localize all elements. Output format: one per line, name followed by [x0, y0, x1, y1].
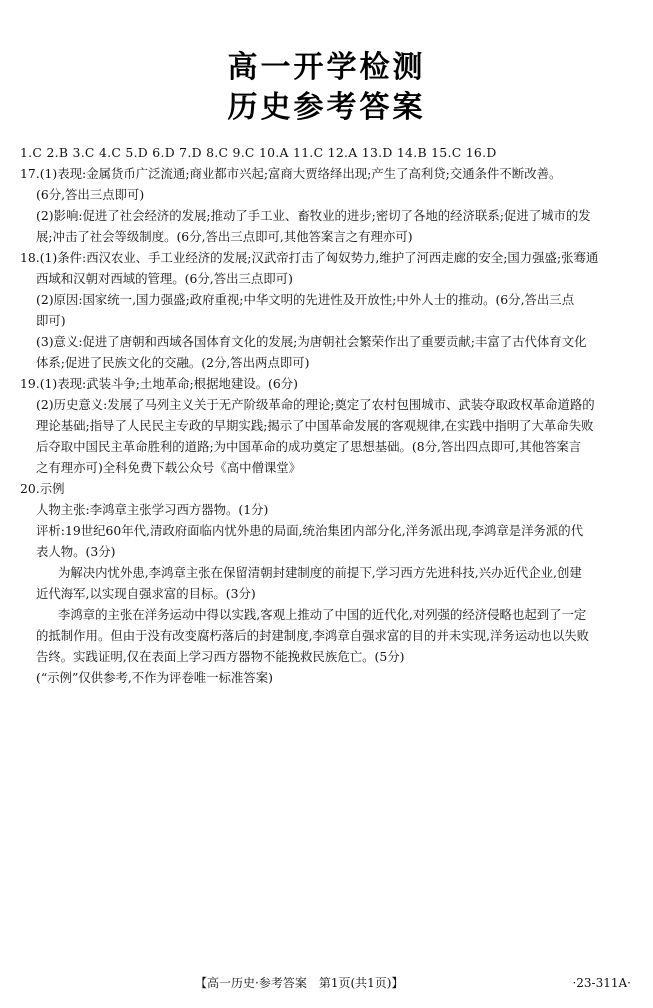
multiple-choice-answers: 1.C 2.B 3.C 4.C 5.D 6.D 7.D 8.C 9.C 10.A 11.C 12.A 13.D 14.B 15.C 16.D	[20, 145, 497, 160]
question-20	[20, 478, 640, 688]
q19-line-1: 19.(1)表现:武装斗争;土地革命;根据地建设。(6分)	[20, 376, 298, 391]
title-block	[0, 48, 653, 128]
q19-line-5: 之有理亦可)全科免费下载公众号《高中僧课堂》	[36, 460, 302, 475]
q18-line-3: (2)原因:国家统一,国力强盛;政府重视;中华文明的先进性及开放性;中外人士的推动。(6分,答出三点	[36, 292, 575, 307]
q18-line-5: (3)意义:促进了唐朝和西域各国体育文化的发展;为唐朝社会繁荣作出了重要贡献;丰富了古代体育文化	[36, 334, 587, 349]
page-title: 高一开学检测	[227, 50, 426, 85]
q20-line-6: 近代海军,以实现自强求富的目标。(3分)	[36, 586, 256, 601]
page-subtitle: 历史参考答案	[227, 90, 426, 125]
q17-line-2: (6分,答出三点即可)	[36, 187, 145, 202]
q20-line-3: 评析:19世纪60年代,清政府面临内忧外患的局面,统治集团内部分化,洋务派出现,李鸿章是洋务派的代	[36, 523, 584, 538]
q20-line-2: 人物主张:李鸿章主张学习西方器物。(1分)	[36, 502, 269, 517]
q18-line-6: 体系;促进了民族文化的交融。(2分,答出两点即可)	[36, 355, 310, 370]
q20-line-9: 告终。实践证明,仅在表面上学习西方器物不能挽救民族危亡。(5分)	[36, 649, 405, 664]
q20-line-5: 为解决内忧外患,李鸿章主张在保留清朝封建制度的前提下,学习西方先进科技,兴办近代企业,创建	[58, 565, 582, 580]
q20-line-1: 20.示例	[20, 481, 65, 496]
q20-line-7: 李鸿章的主张在洋务运动中得以实践,客观上推动了中国的近代化,对列强的经济侵略也起到了一定	[58, 607, 587, 622]
answer-content	[20, 142, 640, 688]
question-19	[20, 373, 640, 478]
q18-line-2: 西域和汉朝对西域的管理。(6分,答出三点即可)	[36, 271, 293, 286]
q17-line-4: 展;冲击了社会等级制度。(6分,答出三点即可,其他答案言之有理亦可)	[36, 229, 413, 244]
q18-line-4: 即可)	[36, 313, 66, 328]
q17-line-3: (2)影响:促进了社会经济的发展;推动了手工业、畜牧业的进步;密切了各地的经济联系;促进了城市的发	[36, 208, 591, 223]
q20-line-8: 的抵制作用。但由于没有改变腐朽落后的封建制度,李鸿章自强求富的目的并未实现,洋务运动也以失败	[36, 628, 590, 643]
q18-line-1: 18.(1)条件:西汉农业、手工业经济的发展;汉武帝打击了匈奴势力,维护了河西走廊的安全;国力强盛;张骞通	[20, 250, 599, 265]
question-17	[20, 163, 640, 247]
footer-page-info: 【高一历史·参考答案 第1页(共1页)】	[195, 976, 404, 990]
q19-line-2: (2)历史意义:发展了马列主义关于无产阶级革命的理论;奠定了农村包围城市、武装夺取政权革命道路的	[36, 397, 595, 412]
q20-line-4: 表人物。(3分)	[36, 544, 116, 559]
q19-line-3: 理论基础;指导了人民民主专政的早期实践;揭示了中国革命发展的客观规律,在实践中指明了大革命失败	[36, 418, 594, 433]
footer-code: ·23-311A·	[572, 976, 631, 990]
q19-line-4: 后夺取中国民主革命胜利的道路;为中国革命的成功奠定了思想基础。(8分,答出四点即可,其他答案言	[36, 439, 582, 454]
q20-line-10: (“示例”仅供参考,不作为评卷唯一标准答案)	[36, 670, 273, 685]
q17-line-1: 17.(1)表现:金属货币广泛流通;商业都市兴起;富商大贾络绎出现;产生了高利贷;交通条件不断改善。	[20, 166, 562, 181]
question-18	[20, 247, 640, 373]
